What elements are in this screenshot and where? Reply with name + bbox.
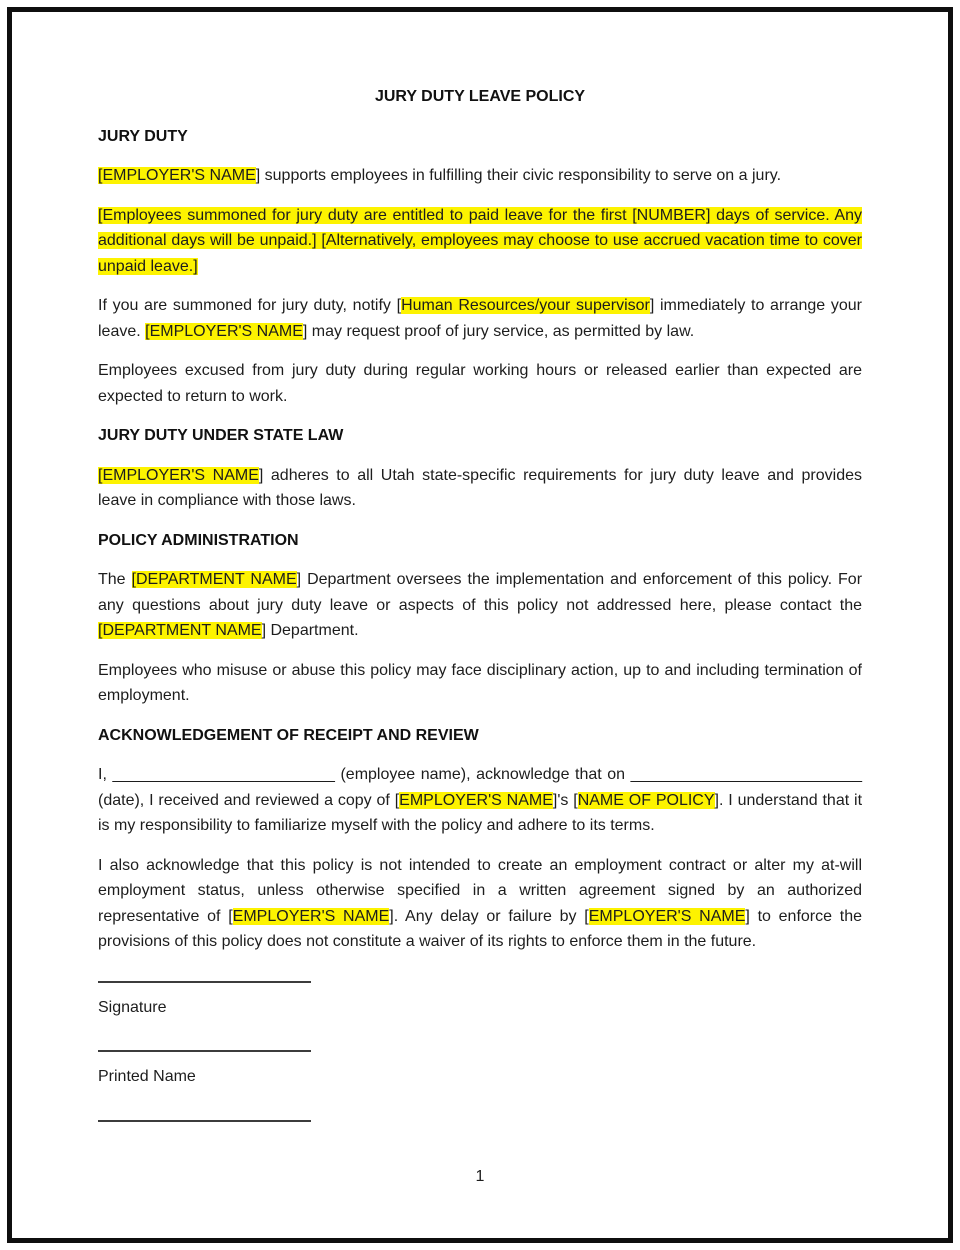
highlighted-placeholder: [DEPARTMENT NAME xyxy=(98,622,262,639)
text-segment: ] to enforce the provisions of this policy does not constitute a waiver of its rights to enforce them in the future. xyxy=(98,907,863,950)
paragraph xyxy=(98,463,862,514)
text-segment: ] Department oversees the implementation and enforcement of this policy. For any questions about jury duty leave or aspects of this policy not addressed here, please contact the xyxy=(98,571,863,614)
paragraph xyxy=(98,658,862,709)
section-heading: POLICY ADMINISTRATION xyxy=(98,531,299,549)
page-border xyxy=(7,7,953,1243)
highlighted-placeholder: [EMPLOYER'S NAME xyxy=(98,466,259,484)
highlighted-placeholder: Human Resources/your supervisor xyxy=(401,297,650,314)
highlighted-placeholder: EMPLOYER'S NAME xyxy=(399,791,553,809)
highlighted-placeholder: [EMPLOYER'S NAME xyxy=(98,167,256,184)
text-segment: ] immediately to arrange your leave. xyxy=(98,297,863,340)
highlighted-placeholder: EMPLOYER'S NAME xyxy=(588,907,746,925)
text-segment: ]'s [ xyxy=(552,791,578,809)
document-blocks xyxy=(98,124,862,1122)
section-heading: ACKNOWLEDGEMENT OF RECEIPT AND REVIEW xyxy=(98,726,479,744)
text-segment: ] adheres to all Utah state-specific requirements for jury duty leave and provides leave in compliance with those laws. xyxy=(98,466,862,509)
text-segment: I also acknowledge that this policy is not intended to create an employment contract or alter my at-will employment status, unless otherwise specified in a written agreement signed by an authorized representative of [ xyxy=(98,856,862,925)
signature-line xyxy=(98,1050,311,1052)
paragraph xyxy=(98,203,862,280)
page-number: 1 xyxy=(475,1168,485,1185)
section-heading: JURY DUTY UNDER STATE LAW xyxy=(98,427,344,444)
text-segment: The xyxy=(98,571,132,588)
paragraph xyxy=(98,762,862,839)
highlighted-placeholder: [DEPARTMENT NAME xyxy=(131,571,297,588)
signature-line xyxy=(98,1120,311,1122)
text-segment: ] supports employees in fulfilling their civic responsibility to serve on a jury. xyxy=(255,167,782,184)
highlighted-placeholder: NAME OF POLICY xyxy=(577,791,715,809)
paragraph xyxy=(98,567,862,644)
text-segment: I, _________________________ (employee name), acknowledge that on __________________________ (date), I received and reviewed a copy of [ xyxy=(98,766,862,809)
paragraph xyxy=(98,853,862,955)
document-title: JURY DUTY LEAVE POLICY xyxy=(374,88,586,105)
signature-label: Signature xyxy=(98,998,167,1016)
text-segment: ] may request proof of jury service, as permitted by law. xyxy=(302,322,695,340)
section-heading: JURY DUTY xyxy=(98,127,188,145)
signature-label: Printed Name xyxy=(98,1068,196,1085)
highlighted-placeholder: [Employees summoned for jury duty are entitled to paid leave for the first [NUMBER] days of service. Any additional days will be unpaid.] [Alternatively, employees may choose to use accrued vacation time to cover unpaid leave.] xyxy=(98,206,862,275)
highlighted-placeholder: EMPLOYER'S NAME xyxy=(232,907,390,925)
paragraph xyxy=(98,163,862,189)
text-segment: ]. Any delay or failure by [ xyxy=(389,907,589,925)
text-segment: ] Department. xyxy=(261,622,359,639)
paragraph xyxy=(98,293,862,344)
signature-line xyxy=(98,981,311,983)
document-page xyxy=(12,12,948,1122)
text-segment: ]. I understand that it is my responsibility to familiarize myself with the policy and adhere to its terms. xyxy=(98,791,863,834)
text-segment: Employees who misuse or abuse this policy may face disciplinary action, up to and including termination of employment. xyxy=(98,661,862,704)
text-segment: If you are summoned for jury duty, notify [ xyxy=(98,297,402,314)
paragraph xyxy=(98,358,862,409)
highlighted-placeholder: [EMPLOYER'S NAME xyxy=(145,322,303,340)
text-segment: Employees excused from jury duty during regular working hours or released earlier than expected are expected to return to work. xyxy=(98,362,862,405)
